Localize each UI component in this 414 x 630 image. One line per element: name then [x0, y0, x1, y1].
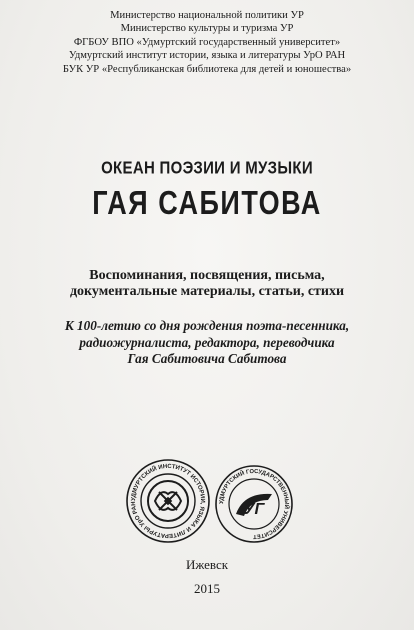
- dedication-line: К 100-летию со дня рождения поэта-песенника,: [64, 318, 350, 333]
- university-logo-center-text: УГ: [243, 501, 265, 518]
- dedication: [0, 318, 414, 368]
- organization-line: Удмуртский институт истории, языка и литературы УрО РАН: [68, 50, 346, 62]
- genre-description: [0, 268, 414, 300]
- institute-logo-icon: [125, 458, 211, 544]
- genre-line: документальные материалы, статьи, стихи: [69, 284, 345, 299]
- book-title: ГАЯ САБИТОВА: [92, 184, 322, 222]
- publisher-organizations: [0, 9, 414, 76]
- organization-line: БУК УР «Республиканская библиотека для детей и юношества»: [62, 63, 352, 75]
- genre-line: Воспоминания, посвящения, письма,: [89, 268, 325, 283]
- university-logo-ring-text: УДМУРТСКИЙ ГОСУДАРСТВЕННЫЙ УНИВЕРСИТЕТ: [218, 468, 290, 540]
- publication-city: Ижевск: [185, 557, 229, 572]
- book-subtitle: ОКЕАН ПОЭЗИИ И МУЗЫКИ: [101, 158, 313, 179]
- organization-line: ФГБОУ ВПО «Удмуртский государственный университет»: [73, 36, 341, 48]
- organization-line: Министерство национальной политики УР: [110, 10, 304, 21]
- dedication-line: Гая Сабитовича Сабитова: [127, 351, 287, 366]
- organization-line: Министерство культуры и туризма УР: [120, 23, 294, 35]
- institute-logo-ring-text: УДМУРТСКИЙ ИНСТИТУТ ИСТОРИИ, ЯЗЫКА И ЛИТЕРАТУРЫ УрО РАН: [130, 463, 206, 539]
- dedication-line: радиожурналиста, редактора, переводчика: [79, 334, 335, 350]
- publication-year: 2015: [194, 581, 220, 596]
- university-logo-icon: [214, 464, 294, 544]
